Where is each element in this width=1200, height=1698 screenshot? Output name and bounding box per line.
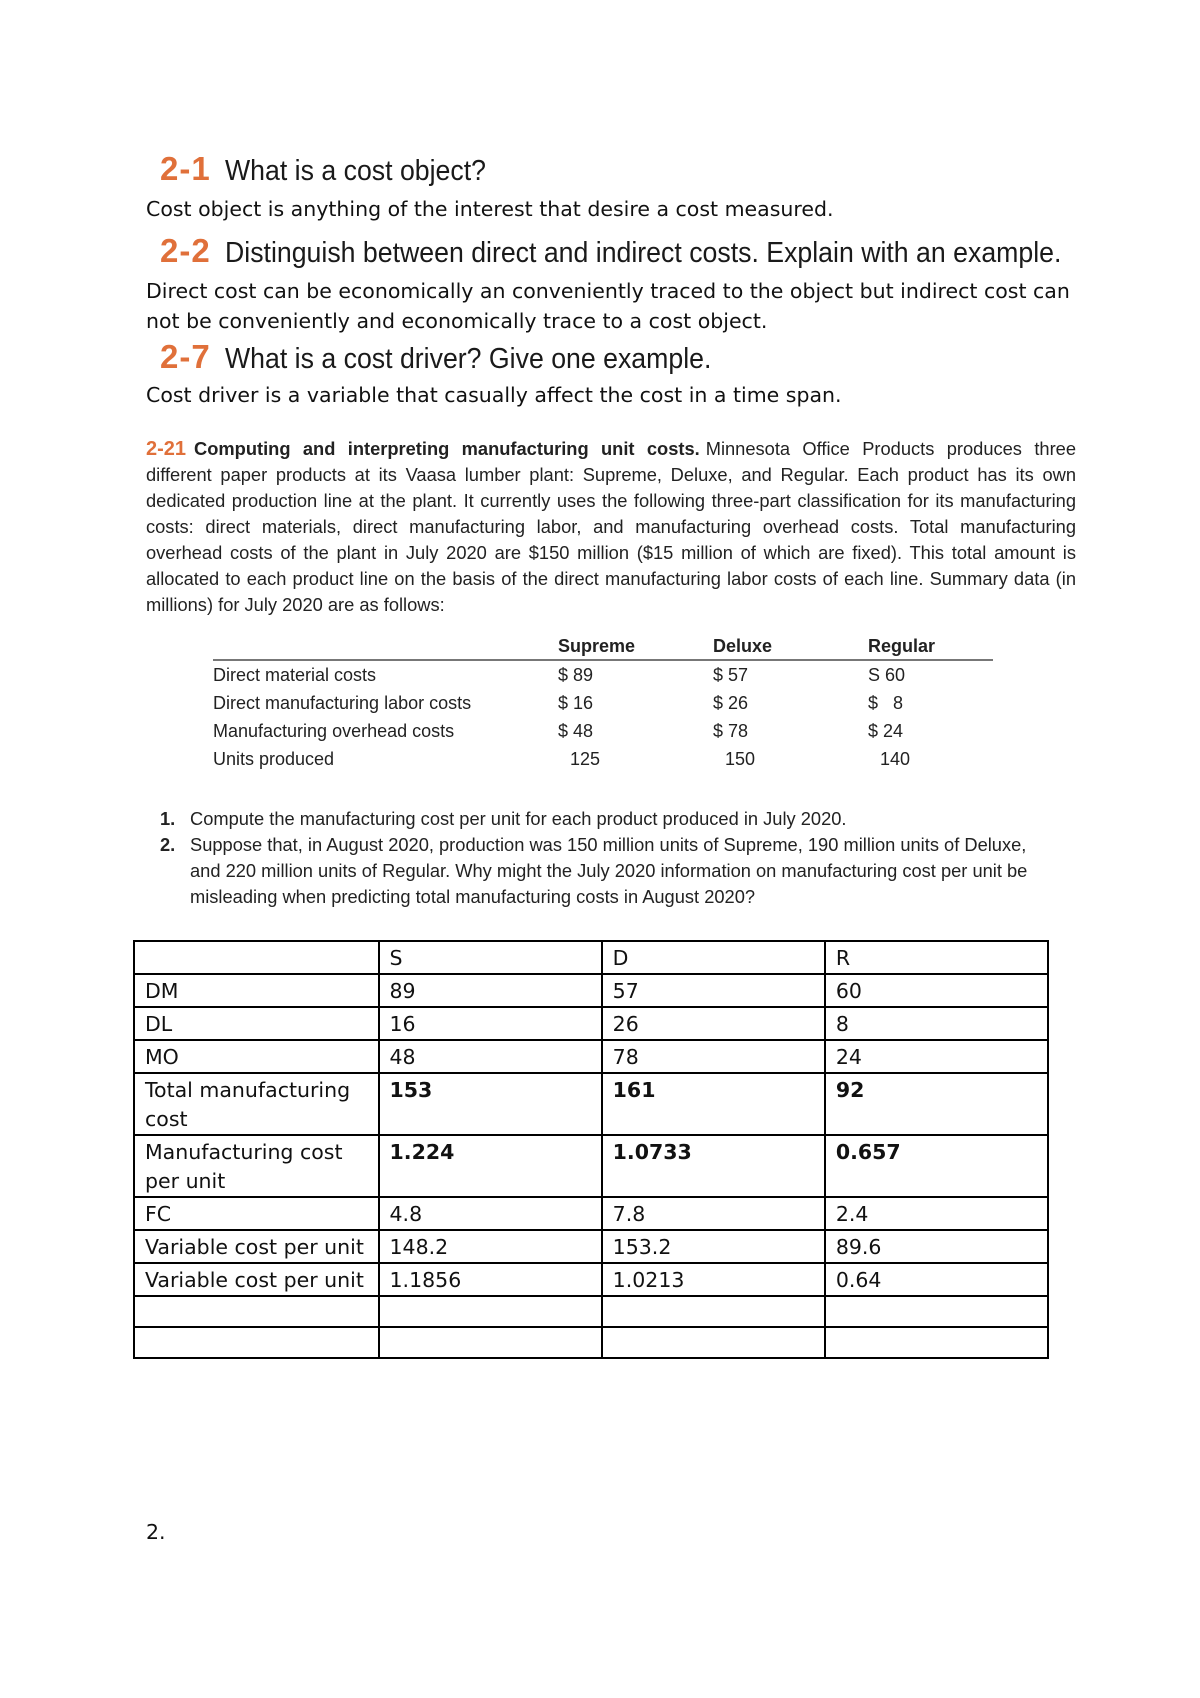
summary-row <box>213 660 993 689</box>
summary-cell: S 60 <box>868 664 906 685</box>
answer-row-label: MO <box>134 1040 379 1073</box>
answer-cell: 8 <box>825 1007 1048 1040</box>
answer-cell: 89 <box>379 974 602 1007</box>
task-number: 1. <box>160 808 176 829</box>
question-number: 2-1 <box>160 150 211 187</box>
task-text: Compute the manufacturing cost per unit for each product produced in July 2020. <box>190 808 847 829</box>
answer-line: not be conveniently and economically trace to a cost object. <box>146 309 768 333</box>
answer-cell <box>602 1296 825 1327</box>
answer-cell <box>379 1296 602 1327</box>
task-number: 2. <box>160 834 176 855</box>
answer-cell <box>134 1296 379 1327</box>
answer-2-2 <box>146 276 1070 336</box>
answer-line: Cost object is anything of the interest that desire a cost measured. <box>146 197 834 221</box>
summary-header-cell: Regular <box>868 636 993 660</box>
answer-row-label: Manufacturing cost per unit <box>134 1135 379 1197</box>
answer-cell: 153.2 <box>602 1230 825 1263</box>
summary-row <box>213 745 993 773</box>
answer-cell: 48 <box>379 1040 602 1073</box>
answer-2-1 <box>146 194 1046 224</box>
question-2-7 <box>160 338 753 376</box>
answer-cell: 7.8 <box>602 1197 825 1230</box>
question-text: Distinguish between direct and indirect costs. Explain with an example. <box>224 237 1062 269</box>
answer-row-label: DM <box>134 974 379 1007</box>
summary-cell: $ 57 <box>713 664 749 685</box>
question-number: 2-2 <box>160 232 211 269</box>
summary-row <box>213 717 993 745</box>
task-list <box>160 806 1060 910</box>
answer-cell: 1.0213 <box>602 1263 825 1296</box>
answer-header-row <box>134 941 1048 974</box>
answer-cell: 0.64 <box>825 1263 1048 1296</box>
summary-cell: Direct manufacturing labor costs <box>213 692 472 713</box>
answer-cell <box>825 1296 1048 1327</box>
answer-row <box>134 1135 1048 1197</box>
answer-cell <box>379 1327 602 1358</box>
answer-cell: 1.0733 <box>602 1135 825 1197</box>
answer-cell: 92 <box>825 1073 1048 1135</box>
answer-cell: 1.224 <box>379 1135 602 1197</box>
answer-cell: 161 <box>602 1073 825 1135</box>
answer-row-label: Variable cost per unit <box>134 1263 379 1296</box>
answer-cell: 148.2 <box>379 1230 602 1263</box>
answer-row-label: Total manufacturing cost <box>134 1073 379 1135</box>
summary-row <box>213 689 993 717</box>
answer-row-empty <box>134 1296 1048 1327</box>
summary-data-table <box>213 636 993 773</box>
answer-line: Direct cost can be economically an conveniently traced to the object but indirect cost can <box>146 279 1070 303</box>
answer-cell: 2.4 <box>825 1197 1048 1230</box>
answer-row <box>134 1007 1048 1040</box>
summary-header-cell: Supreme <box>558 636 713 660</box>
summary-cell: $ 78 <box>713 720 749 741</box>
answer-row-label: Variable cost per unit <box>134 1230 379 1263</box>
answer-cell: 0.657 <box>825 1135 1048 1197</box>
answer-cell: 153 <box>379 1073 602 1135</box>
task-item <box>160 806 1060 832</box>
answer-cell: S <box>379 941 602 974</box>
answer-cell <box>602 1327 825 1358</box>
question-text: What is a cost object? <box>224 155 486 187</box>
answer-cell: 60 <box>825 974 1048 1007</box>
summary-cell: $ 16 <box>558 692 594 713</box>
summary-cell: 150 <box>725 748 756 769</box>
answer-row <box>134 1230 1048 1263</box>
summary-header-row <box>213 636 993 660</box>
footer-text: 2. <box>146 1520 166 1544</box>
question-number: 2-7 <box>160 338 211 375</box>
answer-cell <box>825 1327 1048 1358</box>
task-text: Suppose that, in August 2020, production was 150 million units of Supreme, 190 million units of Deluxe, and 220 million units of Regular. Why might the July 2020 information on manufacturing cost per unit be misleading when predicting total manufacturing costs in August 2020? <box>190 834 1028 907</box>
answer-row <box>134 974 1048 1007</box>
answer-cell: 57 <box>602 974 825 1007</box>
question-text: What is a cost driver? Give one example. <box>224 343 712 375</box>
answer-cell <box>134 941 379 974</box>
answer-2-7 <box>146 380 1046 410</box>
summary-cell: $ 89 <box>558 664 594 685</box>
problem-number: 2-21 <box>146 438 187 460</box>
problem-title: Computing and interpreting manufacturing unit costs. <box>194 438 700 459</box>
answer-row <box>134 1263 1048 1296</box>
answer-cell: 24 <box>825 1040 1048 1073</box>
summary-header-cell: Deluxe <box>713 636 868 660</box>
answer-row <box>134 1073 1048 1135</box>
summary-cell: 140 <box>880 748 911 769</box>
answer-cell: 89.6 <box>825 1230 1048 1263</box>
answer-row-label: FC <box>134 1197 379 1230</box>
summary-cell: $ 24 <box>868 720 904 741</box>
answer-row-empty <box>134 1327 1048 1358</box>
summary-cell: $ 48 <box>558 720 594 741</box>
problem-2-21 <box>146 436 1076 618</box>
summary-cell: Direct material costs <box>213 664 377 685</box>
answer-cell: 78 <box>602 1040 825 1073</box>
answer-cell: D <box>602 941 825 974</box>
summary-cell: $ 26 <box>713 692 749 713</box>
question-2-1 <box>160 150 508 188</box>
answer-cell: 16 <box>379 1007 602 1040</box>
answer-row <box>134 1040 1048 1073</box>
problem-body: Minnesota Office Products produces three different paper products at its Vaasa lumber plant: Supreme, Deluxe, and Regular. Each product has its own dedicated production line at the plant. It currently uses the following three-part classification for its manufacturing costs: direct materials, direct manufacturing labor, and manufacturing overhead costs. Total manufacturing overhead costs of the plant in July 2020 are $150 million ($15 million of which are fixed). This total amount is allocated to each product line on the basis of the direct manufacturing labor costs of each line. Summary data (in millions) for July 2020 are as follows: <box>146 438 1076 615</box>
answer-table <box>133 940 1049 1359</box>
summary-header-cell <box>213 636 558 660</box>
answer-row-label: DL <box>134 1007 379 1040</box>
summary-cell: Manufacturing overhead costs <box>213 720 455 741</box>
answer-cell <box>134 1327 379 1358</box>
answer-cell: 4.8 <box>379 1197 602 1230</box>
answer-row <box>134 1197 1048 1230</box>
summary-cell: 125 <box>570 748 601 769</box>
answer-cell: 1.1856 <box>379 1263 602 1296</box>
question-2-2 <box>160 232 1134 270</box>
summary-cell: $ 8 <box>868 692 904 713</box>
answer-cell: 26 <box>602 1007 825 1040</box>
answer-cell: R <box>825 941 1048 974</box>
answer-line: Cost driver is a variable that casually affect the cost in a time span. <box>146 383 842 407</box>
task-item <box>160 832 1060 910</box>
summary-cell: Units produced <box>213 748 335 769</box>
